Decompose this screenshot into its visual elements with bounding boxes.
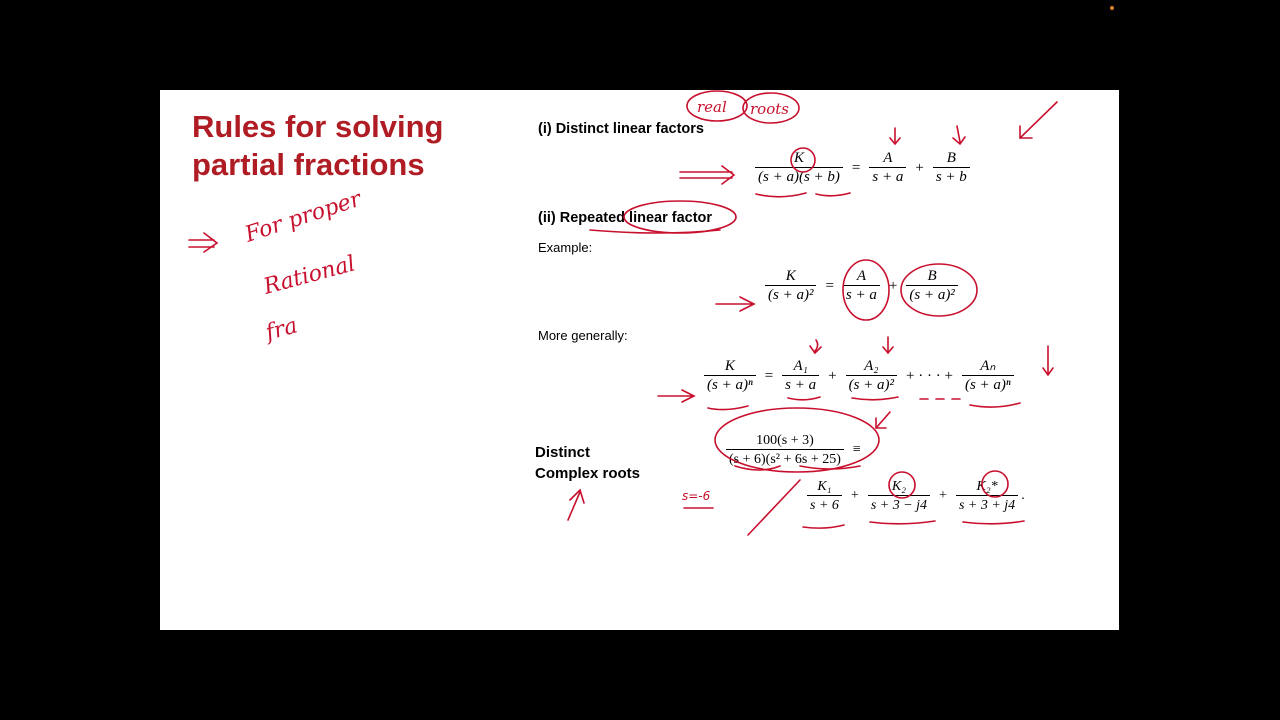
ink-annotations bbox=[160, 90, 1119, 630]
arrow-eq3-icon bbox=[658, 390, 694, 402]
diagonal-line bbox=[748, 480, 800, 535]
arrow-left-icon bbox=[189, 233, 217, 252]
example-label: Example: bbox=[538, 240, 593, 255]
underline-sa bbox=[756, 193, 806, 197]
real-text: real bbox=[697, 98, 727, 116]
roots-text: roots bbox=[750, 100, 789, 118]
arrow-complex-icon bbox=[568, 490, 584, 520]
down-arrow-b-icon bbox=[953, 126, 965, 144]
term-a-circle bbox=[843, 260, 889, 320]
arrow-a2-icon bbox=[883, 337, 893, 353]
equation-complex-lhs: $\frac{100(s + 3)}{\text{(s + 6)(s² + 6s + 25)}}$ ≡ bbox=[723, 432, 867, 468]
down-arrow-a-icon bbox=[890, 128, 900, 144]
slide bbox=[160, 90, 1119, 630]
equation-repeated-general: $\frac{K}{\text{(s + a)ⁿ}}$ = $\frac{\text{A₁}}{s + a}$ + $\frac{\text{A₂}}{\text{(s + a)²}}$ + · · · + $\frac{\text{Aₙ}}{\text{(s + a)ⁿ}}$ bbox=[701, 358, 1017, 394]
equation-distinct-linear: $\frac{K}{(s + a)(s + b)}$ = $\frac{A}{s + a}$ + $\frac{B}{s + b}$ bbox=[752, 150, 973, 186]
term-b-circle bbox=[901, 264, 977, 316]
arrow-eq2-icon bbox=[716, 297, 754, 311]
underline-k2 bbox=[870, 521, 935, 524]
underline-k2star bbox=[963, 521, 1024, 524]
s-eq-text: s=-6 bbox=[682, 489, 711, 503]
underline-k1 bbox=[803, 525, 844, 528]
section-distinct-linear: (i) Distinct linear factors bbox=[538, 121, 704, 137]
complex-roots-label: Distinct Complex roots bbox=[535, 444, 641, 482]
underline-quadratic bbox=[800, 466, 860, 469]
equation-complex-rhs: $\frac{\text{K₁}}{s + 6}$ + $\frac{\text{K₂}}{s + 3 - j4}$ + $\frac{\text{K₂*}}{s + 3 + j4}$ . bbox=[804, 478, 1025, 514]
cursor-dot bbox=[1110, 6, 1114, 10]
linear-factor-circle bbox=[624, 201, 736, 233]
arrow-eq1-icon bbox=[680, 166, 734, 184]
section-repeated-linear: (ii) Repeated linear factor bbox=[538, 210, 713, 226]
diagonal-arrow-icon bbox=[1020, 102, 1057, 138]
arrow-to-lhs-icon bbox=[876, 412, 890, 428]
k2star-circle bbox=[982, 471, 1008, 497]
fra-text: fra bbox=[263, 313, 301, 346]
slide-title: Rules for solving partial fractions bbox=[192, 109, 444, 182]
underline-sb bbox=[816, 193, 850, 196]
rational-text: Rational bbox=[261, 251, 359, 300]
k-circle bbox=[791, 148, 815, 172]
underline-a1 bbox=[788, 397, 820, 400]
for-proper-text: For proper bbox=[242, 186, 365, 248]
lhs-complex-circle bbox=[715, 408, 879, 472]
underline-an bbox=[970, 403, 1020, 407]
arrow-an-icon bbox=[1043, 346, 1053, 375]
equation-repeated-example: $\frac{K}{\text{(s + a)²}}$ = $\frac{A}{s + a}$ + $\frac{B}{\text{(s + a)²}}$ bbox=[762, 268, 961, 304]
k2-circle bbox=[889, 472, 915, 498]
underline-a2 bbox=[852, 397, 898, 400]
more-generally-label: More generally: bbox=[538, 328, 628, 343]
underline-lhs-eq3 bbox=[708, 406, 748, 410]
arrow-a1-icon bbox=[810, 340, 821, 353]
